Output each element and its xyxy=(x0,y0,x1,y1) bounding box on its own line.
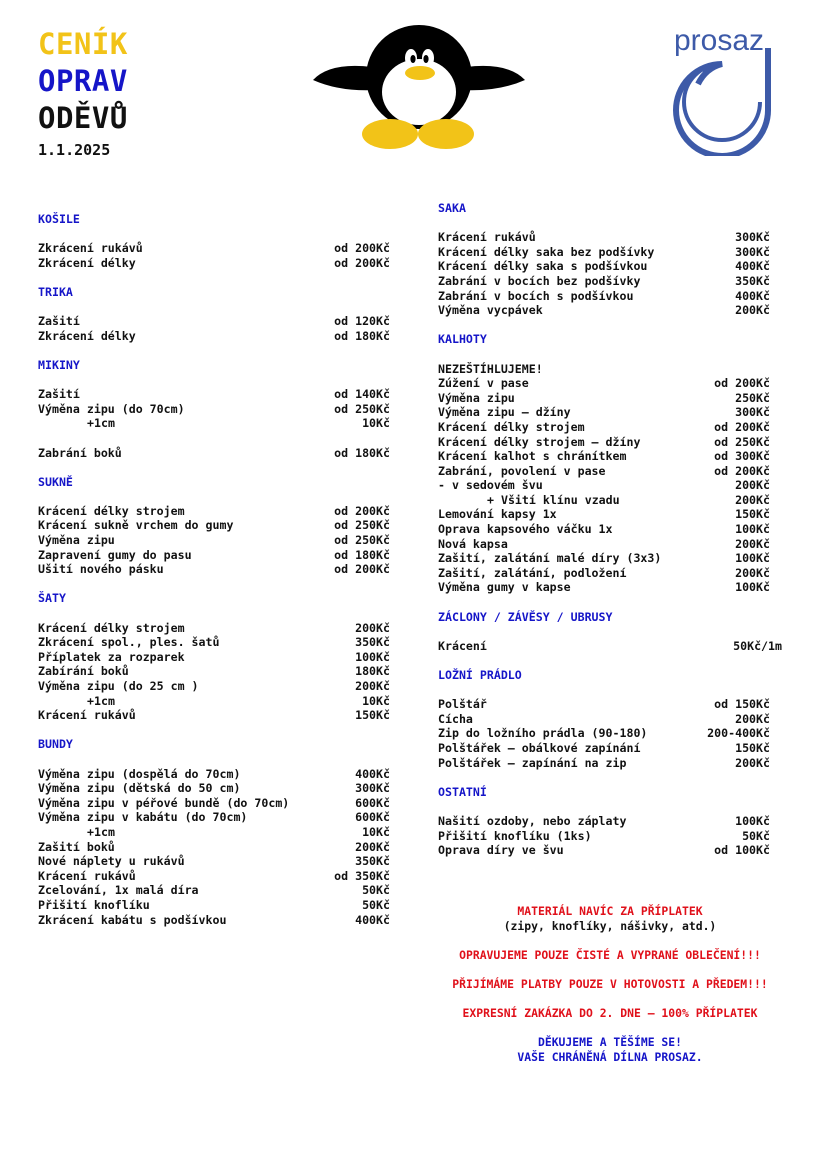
price-row xyxy=(38,635,390,650)
service-label: Přišití knoflíku (1ks) xyxy=(438,828,592,843)
service-label: Zabírání boků xyxy=(38,664,129,679)
service-label: Zabrání v bocích bez podšívky xyxy=(438,273,641,288)
price-row xyxy=(38,387,390,402)
service-price: 180Kč xyxy=(355,664,390,679)
service-price: 350Kč xyxy=(355,635,390,650)
price-row xyxy=(438,420,770,435)
section-title: MIKINY xyxy=(38,357,80,372)
service-label: Krácení délky strojem xyxy=(438,419,585,434)
service-label: Zabrání boků xyxy=(38,445,122,460)
service-price: 350Kč xyxy=(735,273,770,288)
service-price: 250Kč xyxy=(735,390,770,405)
service-price: 150Kč xyxy=(355,708,390,723)
service-label: Krácení délky saka bez podšívky xyxy=(438,244,655,259)
footer-signature: VAŠE CHRÁNĚNÁ DÍLNA PROSAZ. xyxy=(517,1049,703,1064)
footer-express-notice: EXPRESNÍ ZAKÁZKA DO 2. DNE – 100% PŘÍPLATEK xyxy=(462,1006,758,1021)
service-label: Krácení xyxy=(438,638,487,653)
service-price: 200Kč xyxy=(735,536,770,551)
service-price: od 250Kč xyxy=(334,401,390,416)
service-price: 50Kč xyxy=(362,897,390,912)
service-label: Výměna zipu (dětská do 50 cm) xyxy=(38,781,241,796)
price-row xyxy=(438,843,770,858)
footer-material-note: (zipy, knoflíky, nášivky, atd.) xyxy=(503,918,717,933)
service-label: Krácení sukně vrchem do gumy xyxy=(38,518,234,533)
service-price: 10Kč xyxy=(362,693,390,708)
service-label: Výměna zipu – džíny xyxy=(438,405,571,420)
section-title: TRIKA xyxy=(38,284,73,299)
service-price: 50Kč xyxy=(742,828,770,843)
service-price: od 100Kč xyxy=(714,843,770,858)
price-row xyxy=(38,810,390,825)
service-label: Polštářek – zapínání na zip xyxy=(438,755,627,770)
price-row xyxy=(438,639,782,654)
service-label: Ušití nového pásku xyxy=(38,562,164,577)
price-row xyxy=(438,230,770,245)
price-row xyxy=(38,664,390,679)
service-price: 400Kč xyxy=(735,259,770,274)
service-label: Zabrání, povolení v pase xyxy=(438,463,606,478)
price-row xyxy=(438,829,770,844)
service-price: od 250Kč xyxy=(334,533,390,548)
service-label: Polštář xyxy=(438,697,487,712)
service-price: 200Kč xyxy=(735,711,770,726)
service-label: Výměna zipu xyxy=(38,533,115,548)
service-label: Krácení délky strojem xyxy=(38,620,185,635)
price-row xyxy=(438,405,770,420)
service-price: 200Kč xyxy=(735,303,770,318)
service-label: Zkrácení kabátu s podšívkou xyxy=(38,912,227,927)
price-row xyxy=(38,796,390,811)
service-label: Zúžení v pase xyxy=(438,376,529,391)
service-label: Zcelování, 1x malá díra xyxy=(38,883,199,898)
service-price: od 200Kč xyxy=(334,562,390,577)
section-title: LOŽNÍ PRÁDLO xyxy=(438,668,522,682)
price-row xyxy=(438,726,770,741)
section-title: SUKNĚ xyxy=(38,474,73,489)
price-row xyxy=(438,756,770,771)
service-label: Zašití xyxy=(38,387,80,402)
price-row xyxy=(438,245,770,260)
title-line-odevu: ODĚVŮ xyxy=(38,101,128,135)
prosaz-logo xyxy=(668,24,780,156)
logo-text: prosaz xyxy=(674,24,765,57)
section-title: KOŠILE xyxy=(38,212,80,226)
service-price: od 200Kč xyxy=(714,419,770,434)
price-row xyxy=(38,548,390,563)
service-label: Zašití, zalátání, podložení xyxy=(438,565,627,580)
price-row xyxy=(38,650,390,665)
service-price: 300Kč xyxy=(735,230,770,245)
service-price: od 200Kč xyxy=(714,463,770,478)
service-price: 300Kč xyxy=(735,405,770,420)
price-row xyxy=(438,697,770,712)
service-label: Lemování kapsy 1x xyxy=(438,507,557,522)
price-row xyxy=(38,694,390,709)
price-row xyxy=(438,362,770,377)
service-price: 200Kč xyxy=(355,620,390,635)
service-label: Zkrácení délky xyxy=(38,328,136,343)
service-label: Zkrácení spol., ples. šatů xyxy=(38,635,220,650)
service-price: 400Kč xyxy=(355,766,390,781)
service-price: 100Kč xyxy=(735,551,770,566)
price-row xyxy=(38,869,390,884)
section-title: BUNDY xyxy=(38,737,73,752)
service-price: 150Kč xyxy=(735,507,770,522)
price-row xyxy=(38,767,390,782)
service-price: 200Kč xyxy=(735,478,770,493)
service-price: od 120Kč xyxy=(334,314,390,329)
price-row xyxy=(438,522,770,537)
price-row xyxy=(438,712,770,727)
service-label: Zkrácení délky xyxy=(38,255,136,270)
price-row xyxy=(38,840,390,855)
title-line-oprav: OPRAV xyxy=(38,64,128,98)
service-label: Přišití knoflíku xyxy=(38,897,150,912)
service-price: od 140Kč xyxy=(334,387,390,402)
service-label: + Všití klínu vzadu xyxy=(487,492,620,507)
service-price: 100Kč xyxy=(735,813,770,828)
service-price: 600Kč xyxy=(355,795,390,810)
service-label: Příplatek za rozparek xyxy=(38,649,185,664)
price-row xyxy=(438,449,770,464)
penguin-illustration-icon xyxy=(310,22,528,152)
service-label: Výměna zipu (do 25 cm ) xyxy=(38,679,199,693)
price-row xyxy=(38,329,390,344)
service-price: od 180Kč xyxy=(334,445,390,460)
service-label: +1cm xyxy=(87,824,115,839)
service-price: 600Kč xyxy=(355,810,390,825)
price-row xyxy=(38,781,390,796)
price-row xyxy=(38,402,390,417)
service-label: Krácení délky strojem – džíny xyxy=(438,434,641,449)
service-label: Zašití xyxy=(38,314,80,329)
price-list-date: 1.1.2025 xyxy=(38,141,111,159)
price-row xyxy=(438,551,770,566)
service-price: 200-400Kč xyxy=(707,726,770,741)
price-row xyxy=(438,274,770,289)
service-label: Zabrání v bocích s podšívkou xyxy=(438,288,634,303)
service-label: Nová kapsa xyxy=(438,536,508,551)
price-row xyxy=(38,898,390,913)
price-row xyxy=(38,708,390,723)
service-price: od 250Kč xyxy=(334,518,390,533)
service-label: Polštářek – obálkové zapínání xyxy=(438,740,641,755)
price-row xyxy=(38,679,390,694)
footer-thanks: DĚKUJEME A TĚŠÍME SE! xyxy=(537,1035,682,1050)
service-label: Zkrácení rukávů xyxy=(38,241,143,256)
price-row xyxy=(38,854,390,869)
service-price: 200Kč xyxy=(735,565,770,580)
footer-payment-notice: PŘIJÍMÁME PLATBY POUZE V HOTOVOSTI A PŘEDEM!!! xyxy=(452,976,768,991)
footer-clean-notice: OPRAVUJEME POUZE ČISTÉ A VYPRANÉ OBLEČENÍ!!! xyxy=(459,947,761,962)
price-row xyxy=(38,883,390,898)
service-label: Zašití, zalátání malé díry (3x3) xyxy=(438,551,662,566)
service-label: Našití ozdoby, nebo záplaty xyxy=(438,813,627,828)
service-price: 350Kč xyxy=(355,854,390,869)
price-row xyxy=(438,493,770,508)
price-row xyxy=(438,566,770,581)
left-price-column xyxy=(38,212,390,927)
service-label: Krácení rukávů xyxy=(38,868,136,883)
service-label: Krácení délky saka s podšívkou xyxy=(438,259,648,274)
price-row xyxy=(38,241,390,256)
price-row xyxy=(438,259,770,274)
penguin-right-foot xyxy=(418,119,474,149)
price-row xyxy=(38,825,390,840)
service-label: Výměna gumy v kapse xyxy=(438,580,571,595)
service-price: od 180Kč xyxy=(334,328,390,343)
section-title: ZÁCLONY / ZÁVĚSY / UBRUSY xyxy=(438,609,613,624)
service-label: Výměna zipu (dospělá do 70cm) xyxy=(38,766,241,781)
footer-notices xyxy=(430,904,790,1065)
price-row xyxy=(38,431,390,446)
service-label: Výměna zipu v kabátu (do 70cm) xyxy=(38,810,248,825)
service-label: +1cm xyxy=(87,416,115,431)
service-price: od 200Kč xyxy=(334,503,390,518)
section-title: ŠATY xyxy=(38,591,66,606)
price-row xyxy=(38,533,390,548)
service-label: - v sedovém švu xyxy=(438,478,543,493)
service-price: 50Kč xyxy=(362,883,390,898)
price-row xyxy=(438,537,770,552)
service-label: Zapravení gumy do pasu xyxy=(38,547,192,562)
footer-material: MATERIÁL NAVÍC ZA PŘÍPLATEK xyxy=(517,904,703,918)
service-label: Krácení délky strojem xyxy=(38,503,185,518)
service-price: od 250Kč xyxy=(714,434,770,449)
service-price: od 180Kč xyxy=(334,547,390,562)
price-row xyxy=(438,814,770,829)
price-row xyxy=(438,741,770,756)
service-label: Oprava kapsového váčku 1x xyxy=(438,522,613,537)
service-label: Zašití boků xyxy=(38,839,115,854)
service-price: od 200Kč xyxy=(334,241,390,256)
price-row xyxy=(438,478,770,493)
service-label: Cícha xyxy=(438,711,473,726)
service-price: 100Kč xyxy=(735,522,770,537)
service-label: Oprava díry ve švu xyxy=(438,843,564,858)
service-label: Krácení rukávů xyxy=(38,708,136,723)
penguin-left-foot xyxy=(362,119,418,149)
service-price: 200Kč xyxy=(735,755,770,770)
penguin-beak xyxy=(405,66,435,80)
service-price: od 200Kč xyxy=(334,255,390,270)
price-row xyxy=(438,303,770,318)
price-row xyxy=(438,289,770,304)
section-title: OSTATNÍ xyxy=(438,784,487,799)
service-price: od 200Kč xyxy=(714,376,770,391)
section-title: SAKA xyxy=(438,201,466,215)
service-label: Krácení kalhot s chránítkem xyxy=(438,449,627,464)
service-label: Výměna vycpávek xyxy=(438,303,543,318)
service-label: Výměna zipu (do 70cm) xyxy=(38,401,185,416)
service-label: Krácení rukávů xyxy=(438,230,536,245)
service-label: Nové náplety u rukávů xyxy=(38,854,185,869)
price-row xyxy=(438,376,770,391)
service-price: 300Kč xyxy=(735,244,770,259)
price-row xyxy=(438,391,770,406)
page-title xyxy=(38,26,128,160)
price-row xyxy=(438,464,770,479)
service-label: +1cm xyxy=(87,693,115,708)
service-label: Výměna zipu v péřové bundě (do 70cm) xyxy=(38,795,290,810)
service-label: NEZEŠTÍHLUJEME! xyxy=(438,361,543,376)
section-title: KALHOTY xyxy=(438,332,487,347)
price-row xyxy=(38,416,390,431)
price-row xyxy=(38,518,390,533)
service-price: 200Kč xyxy=(355,679,390,693)
service-price: 10Kč xyxy=(362,416,390,431)
service-price: od 150Kč xyxy=(714,697,770,712)
price-row xyxy=(38,314,390,329)
price-row xyxy=(438,435,770,450)
service-price: 400Kč xyxy=(355,912,390,927)
price-row xyxy=(38,256,390,271)
service-price: 100Kč xyxy=(735,580,770,595)
service-price: 200Kč xyxy=(355,839,390,854)
service-price: 100Kč xyxy=(355,649,390,664)
price-row xyxy=(38,504,390,519)
service-price: od 350Kč xyxy=(334,868,390,883)
service-price: 200Kč xyxy=(735,492,770,507)
price-row xyxy=(38,913,390,928)
right-price-column xyxy=(438,201,782,858)
price-row xyxy=(38,446,390,461)
service-label: Zip do ložního prádla (90-180) xyxy=(438,726,648,741)
title-line-cenik: CENÍK xyxy=(38,27,128,61)
price-row xyxy=(438,580,770,595)
price-row xyxy=(38,621,390,636)
service-label: Výměna zipu xyxy=(438,390,515,405)
price-row xyxy=(38,562,390,577)
service-price: 150Kč xyxy=(735,740,770,755)
service-price: 300Kč xyxy=(355,781,390,796)
service-price: 400Kč xyxy=(735,288,770,303)
service-price: 10Kč xyxy=(362,824,390,839)
price-row xyxy=(438,507,770,522)
service-price: od 300Kč xyxy=(714,449,770,464)
service-price: 50Kč/1m xyxy=(733,638,782,653)
